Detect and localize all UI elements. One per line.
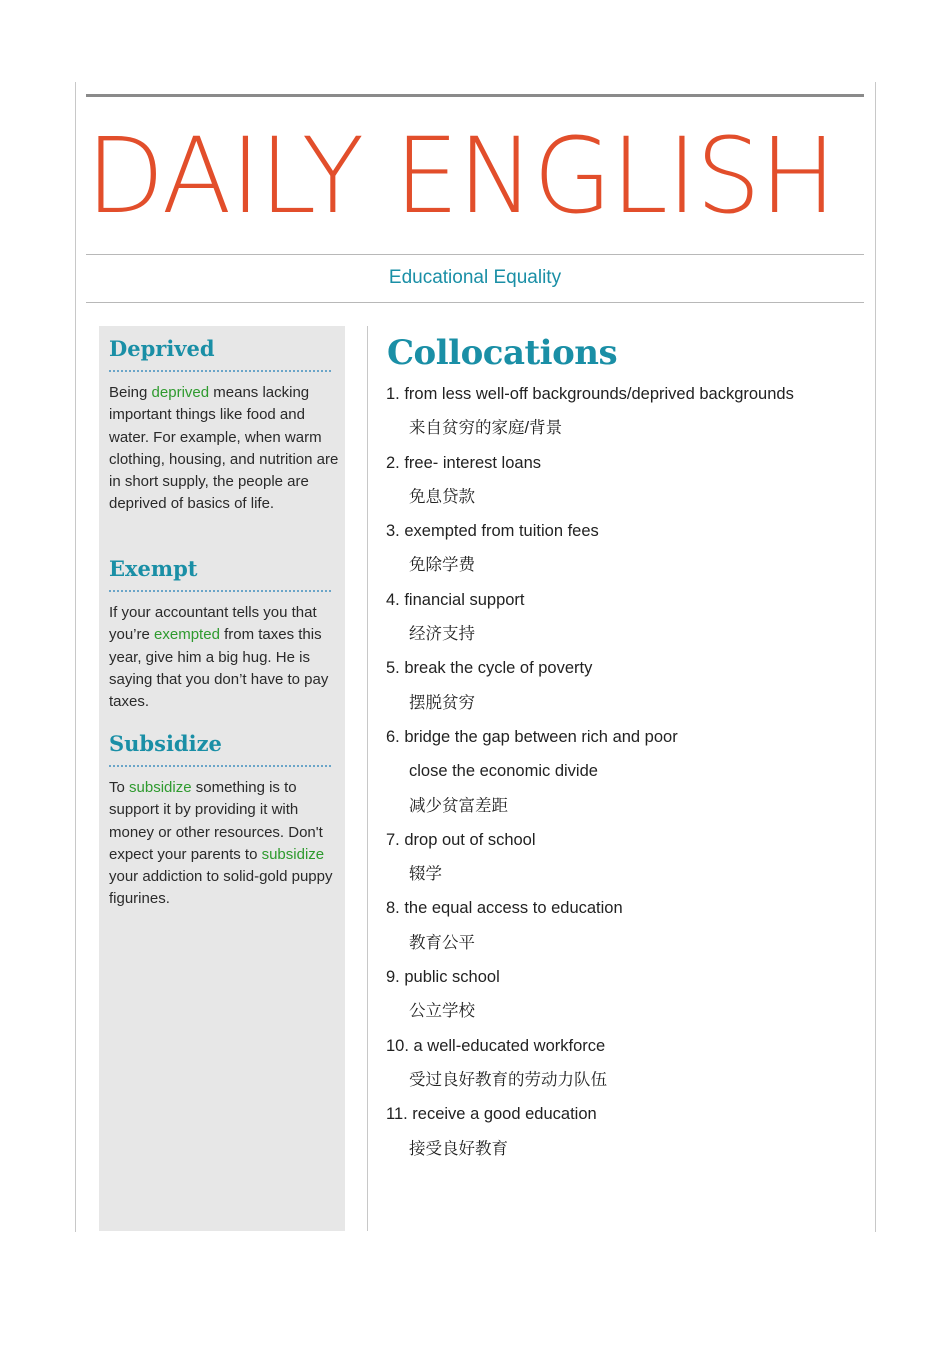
collocations-list — [386, 378, 856, 1167]
top-rule — [86, 94, 864, 97]
collocation-translation: 辍学 — [409, 865, 442, 884]
highlighted-word: deprived — [151, 384, 210, 401]
collocation-translation: 经济支持 — [409, 625, 475, 644]
term-definition: To subsidize something is to support it by providing it with money or other resources. Don't expect your parents to subsidize your addiction to solid-gold puppy figurines. — [109, 779, 333, 908]
collocation-english: close the economic divide — [409, 762, 598, 781]
highlighted-word: subsidize — [261, 845, 325, 863]
term-exempt — [109, 556, 333, 713]
term-heading: Exempt — [109, 556, 331, 592]
term-heading: Subsidize — [109, 731, 331, 767]
term-heading: Deprived — [109, 336, 331, 372]
column-divider — [367, 326, 368, 1231]
term-deprived — [109, 336, 339, 516]
collocation-english: 2. free- interest loans — [386, 453, 541, 472]
collocation-english: 3. exempted from tuition fees — [386, 522, 599, 541]
divider-rule — [86, 302, 864, 303]
collocation-english: 11. receive a good education — [386, 1105, 597, 1124]
collocations-heading: Collocations — [387, 333, 618, 373]
collocation-english: 6. bridge the gap between rich and poor — [386, 727, 678, 746]
collocation-english: 8. the equal access to education — [386, 899, 623, 918]
page-subtitle: Educational Equality — [388, 267, 562, 288]
collocation-english: 10. a well-educated workforce — [386, 1036, 606, 1055]
collocation-translation: 公立学校 — [409, 1002, 475, 1021]
collocation-translation: 减少贫富差距 — [409, 796, 508, 815]
collocation-translation: 免除学费 — [409, 556, 475, 575]
vocabulary-sidebar — [99, 326, 345, 1231]
term-subsidize — [109, 731, 333, 911]
collocation-translation: 免息贷款 — [409, 487, 475, 506]
collocation-translation: 来自贫穷的家庭/背景 — [409, 419, 563, 438]
collocation-translation: 教育公平 — [409, 933, 475, 952]
page-border-right — [875, 82, 876, 1232]
highlighted-word: subsidize — [129, 779, 192, 796]
collocation-english: 5. break the cycle of poverty — [386, 659, 593, 678]
highlighted-word: exempted — [154, 626, 220, 644]
collocation-translation: 受过良好教育的劳动力队伍 — [409, 1070, 607, 1089]
divider-rule — [86, 254, 864, 255]
term-definition: Being deprived means lacking important things like food and water. For example, when warm clothing, housing, and nutrition are in short supply, the people are deprived of basics of life. — [109, 384, 339, 513]
collocation-english: 1. from less well-off backgrounds/deprived backgrounds — [386, 385, 794, 403]
collocation-english: 7. drop out of school — [386, 830, 536, 849]
collocation-translation: 摆脱贫穷 — [409, 693, 475, 712]
term-definition: If your accountant tells you that you’re exempted from taxes this year, give him a big hug. He is saying that you don’t have to pay taxes. — [109, 604, 329, 711]
collocation-english: 9. public school — [386, 968, 500, 987]
page-title: DAILY ENGLISH — [86, 115, 836, 237]
collocation-english: 4. financial support — [386, 590, 525, 609]
page-border-left — [75, 82, 76, 1232]
collocation-translation: 接受良好教育 — [409, 1139, 508, 1158]
